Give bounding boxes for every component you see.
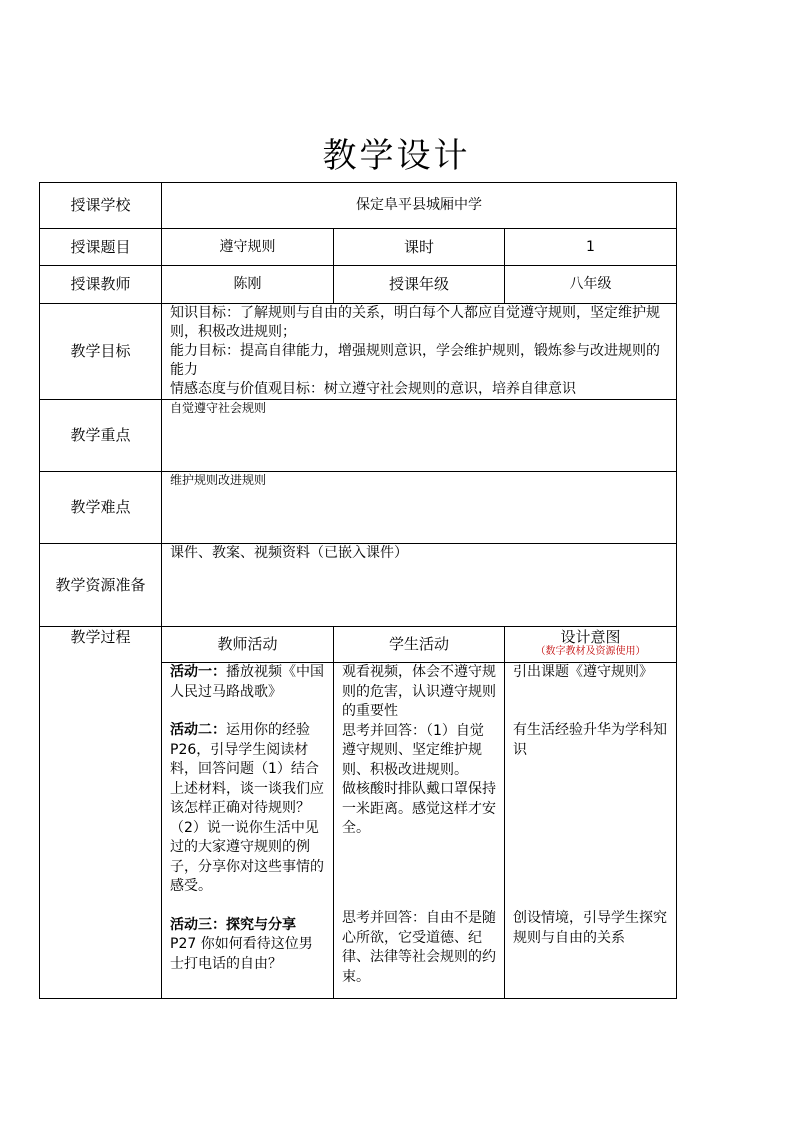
activity-2-text: 运用你的经验P26，引导学生阅读材料，回答问题（1）结合上述材料，谈一谈我们应该怎样正确对待规则？（2）说一说你生活中见过的大家遵守规则的例子，分享你对这些事情的感受。 (170, 722, 324, 894)
table-border-bottom (39, 998, 677, 999)
process-label: 教学过程 (70, 628, 131, 646)
table-rule (161, 182, 162, 999)
design-intent-2: 有生活经验升华为学科知识 (513, 722, 667, 758)
goal-knowledge: 知识目标：了解规则与自由的关系，明白每个人都应自觉遵守规则，坚定维护规则，积极改进规则； (170, 305, 660, 340)
grade-value: 八年级 (569, 276, 612, 292)
design-intent-3: 创设情境，引导学生探究规则与自由的关系 (513, 910, 667, 946)
activity-1-title: 活动一： (170, 664, 226, 680)
design-intent-title: 设计意图 (560, 628, 621, 646)
student-activity-3: 做核酸时排队戴口罩保持一米距离。感觉这样才安全。 (342, 781, 496, 836)
difficulties-label: 教学难点 (70, 498, 131, 516)
difficulties-value: 维护规则改进规则 (170, 473, 267, 487)
activity-1 (170, 663, 326, 702)
activity-3 (170, 916, 326, 975)
key-points-label: 教学重点 (70, 426, 131, 444)
design-intent-1: 引出课题《遵守规则》 (513, 664, 653, 680)
goals-label: 教学目标 (70, 342, 131, 360)
hours-value: 1 (586, 238, 595, 255)
topic-label: 授课题目 (70, 237, 131, 256)
goal-attitude: 情感态度与价值观目标：树立遵守社会规则的意识，培养自律意识 (170, 381, 576, 397)
student-activity-2: 思考并回答：（1）自觉遵守规则、坚定维护规则、积极改进规则。 (342, 722, 484, 778)
lesson-plan-table (39, 182, 677, 999)
design-intents (509, 663, 673, 998)
topic-value: 遵守规则 (219, 238, 276, 255)
teacher-value: 陈刚 (233, 276, 262, 292)
teacher-activities (166, 663, 330, 998)
activity-3-text: P27 你如何看待这位男士打电话的自由？ (170, 936, 313, 972)
document-title: 教学设计 (322, 136, 471, 176)
table-rule (504, 626, 505, 999)
activity-1-text: 播放视频《中国人民过马路战歌》 (170, 664, 324, 700)
school-value: 保定阜平县城厢中学 (356, 197, 482, 213)
activity-2-title: 活动二： (170, 722, 226, 738)
table-rule (333, 626, 334, 999)
school-label: 授课学校 (70, 196, 131, 214)
resources-value: 课件、教案、视频资料（已嵌入课件） (170, 545, 408, 561)
activity-2 (170, 721, 326, 897)
teacher-label: 授课教师 (70, 275, 131, 293)
hours-label: 课时 (403, 237, 434, 256)
col-design-intent (505, 627, 676, 662)
goal-ability: 能力目标：提高自律能力，增强规则意识，学会维护规则，锻炼参与改进规则的能力 (170, 343, 660, 378)
table-border-right (676, 182, 677, 999)
col-teacher-activity: 教师活动 (217, 635, 278, 653)
col-student-activity: 学生活动 (388, 635, 449, 653)
activity-3-title: 活动三：探究与分享 (170, 916, 296, 933)
goals-content (166, 304, 672, 399)
student-activity-4: 思考并回答：自由不是随心所欲，它受道德、纪律、法律等社会规则的约束。 (342, 910, 496, 985)
grade-label: 授课年级 (388, 275, 449, 293)
student-activity-1: 观看视频，体会不遵守规则的危害，认识遵守规则的重要性 (342, 664, 496, 719)
student-activities (338, 663, 500, 998)
design-intent-note: （数字教材及资源使用） (535, 646, 646, 657)
resources-label: 教学资源准备 (55, 575, 146, 594)
key-points-value: 自觉遵守社会规则 (170, 401, 267, 415)
